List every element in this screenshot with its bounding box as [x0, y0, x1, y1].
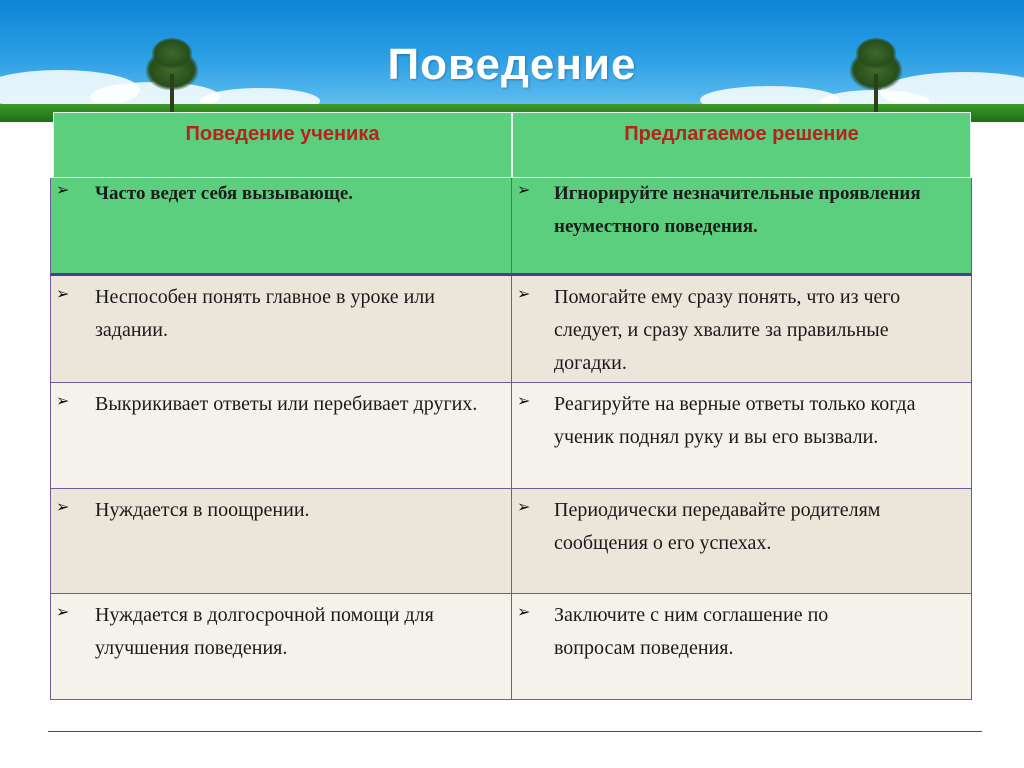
solution-text: Заключите с ним соглашение по вопросам поведения.	[554, 604, 829, 659]
arrow-bullet-icon: ➢	[56, 602, 70, 621]
arrow-bullet-icon: ➢	[56, 284, 70, 303]
solution-cell	[512, 178, 971, 273]
arrow-bullet-icon: ➢	[56, 391, 70, 410]
behavior-text: Нуждается в долгосрочной помощи для улучшения поведения.	[95, 604, 434, 659]
solution-cell	[512, 383, 971, 488]
behavior-text: Выкрикивает ответы или перебивает других.	[95, 393, 478, 415]
arrow-bullet-icon: ➢	[56, 180, 70, 199]
table-row	[50, 489, 972, 594]
footer-divider	[48, 731, 982, 732]
arrow-bullet-icon: ➢	[517, 497, 531, 516]
table-row	[50, 383, 972, 489]
behavior-cell	[51, 594, 512, 699]
solution-cell	[512, 489, 971, 593]
arrow-bullet-icon: ➢	[517, 602, 531, 621]
behavior-text: Часто ведет себя вызывающе.	[95, 183, 354, 204]
table-header	[53, 112, 971, 178]
arrow-bullet-icon: ➢	[517, 391, 531, 410]
table-row	[50, 178, 972, 276]
header-col-behavior: Поведение ученика	[185, 123, 380, 145]
slide-title: Поведение	[387, 40, 637, 89]
arrow-bullet-icon: ➢	[517, 180, 531, 199]
solution-cell	[512, 276, 971, 382]
solution-text: Реагируйте на верные ответы только когда ученик поднял руку и вы его вызвали.	[554, 393, 916, 448]
behavior-text: Нуждается в поощрении.	[95, 499, 310, 521]
table-row	[50, 594, 972, 700]
behavior-cell	[51, 178, 512, 273]
solution-cell	[512, 594, 971, 699]
behavior-text: Неспособен понять главное в уроке или задании.	[95, 286, 435, 341]
table-row	[50, 276, 972, 383]
solution-text: Помогайте ему сразу понять, что из чего следует, и сразу хвалите за правильные догадки.	[554, 286, 901, 374]
solution-text: Периодически передавайте родителям сообщения о его успехах.	[554, 499, 881, 554]
header-col-solution: Предлагаемое решение	[624, 123, 859, 145]
behavior-cell	[51, 489, 512, 593]
arrow-bullet-icon: ➢	[517, 284, 531, 303]
solution-text: Игнорируйте незначительные проявления неуместного поведения.	[554, 183, 921, 237]
arrow-bullet-icon: ➢	[56, 497, 70, 516]
behavior-cell	[51, 276, 512, 382]
behavior-cell	[51, 383, 512, 488]
